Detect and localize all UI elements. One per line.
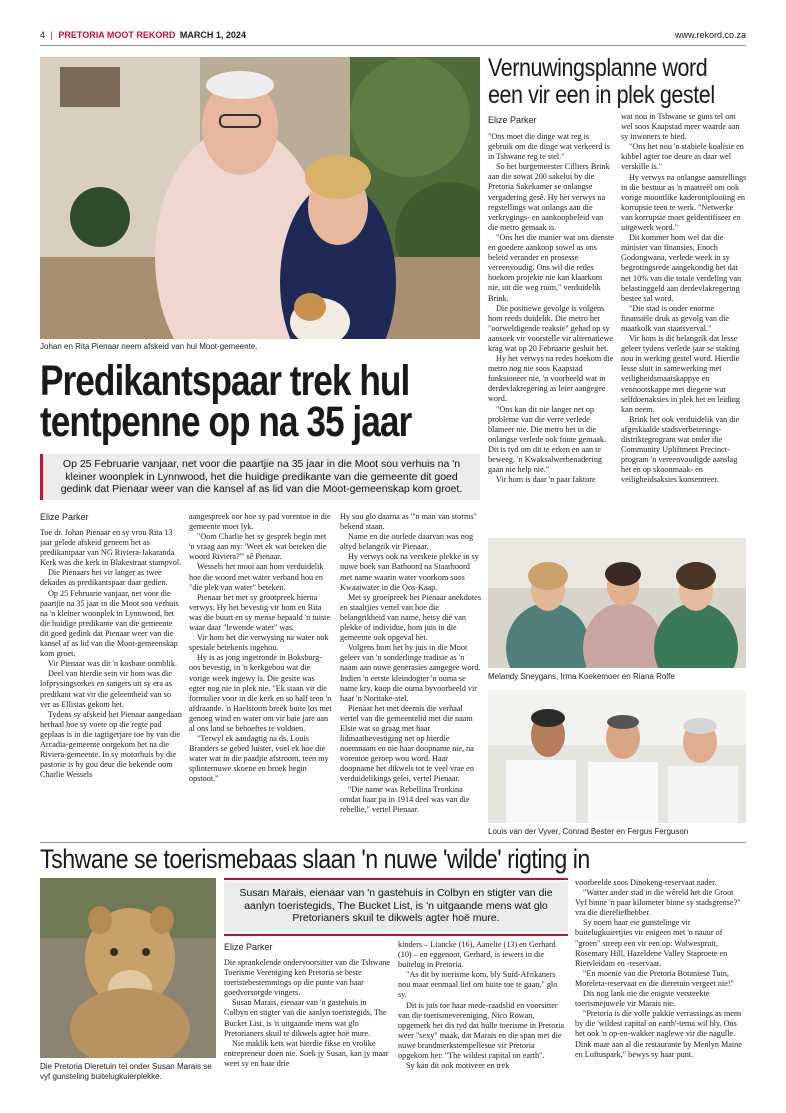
website-link[interactable]: www.rekord.co.za	[674, 30, 746, 40]
story3-top-rule	[40, 842, 746, 843]
body-paragraph: Dit kommer hom wel dat die minister van finansies, Enoch Godongwana, verlede week in sy begrotingsrede aangekondig het dat net 10% van die totale verdeling van belastinggeld aan derdevlakregering bestee sal word.	[621, 233, 742, 303]
story2-photo-2-caption: Louis van der Vyver, Conrad Bester en Fergus Ferguson	[488, 827, 689, 836]
body-paragraph: Hy is as jong ingetronde in Boksburg-oos bevestig, in 'n kerkgebou wat die vorige week ingewy is. Die gesite was egter nog nie in plek nie. "Ek staan vir die formulier voor in die kerk en so half teen 'n afdraande. 'n Haelstorm breek buite los met genoeg wind en water om vir baie jare aan al ons land se behoeftes te voldoen.	[189, 653, 332, 733]
body-paragraph: Hy verwys ook na verskeie plekke in sy nuwe boek van Bathoord na Staarhoord met name waarin water voorkom soos Kwaaiwater in die Oos-Kaap.	[340, 552, 479, 592]
body-paragraph: Wessels het mooi aan hom verduidelik hoe die woord met water verband hou en "die plek van water" beteken.	[189, 562, 324, 592]
header-separator: |	[50, 30, 53, 40]
story2-headline-line1: Vernuwingsplanne word	[488, 54, 708, 82]
body-paragraph: Deel van hierdie sein vir hom was die lofprysingsorkes en sangers uit sy era as predikant wat vir die geleentheid van so ver as Ellistas gekom het.	[40, 669, 172, 709]
story3-standfirst	[224, 882, 568, 932]
story1-photo-caption: Johan en Rita Pienaar neem afskeid van hul Moot-gemeente.	[40, 342, 258, 351]
body-paragraph: voorbeelde soos Dinokeng-reservaat nader.	[575, 878, 717, 887]
three-men-image	[488, 690, 746, 823]
story1-photo	[40, 57, 480, 339]
story1-headline-line1: Predikantspaar trek hul	[40, 357, 410, 405]
body-paragraph: Die sprankelende ondervoorsitter van die Tshwane Toerisme Vereniging ken Pretoria se beste toeristebestemmings op die punte van haar goedversorgde vingers.	[224, 958, 390, 998]
story3-byline: Elize Parker	[224, 942, 273, 952]
body-paragraph: Name en die oorlede daarvan was nog altyd belangrik vir Pienaar.	[340, 532, 474, 552]
publication-name: PRETORIA MOOT REKORD	[58, 30, 176, 40]
body-paragraph: Vir Pienaar was dit 'n kosbare oomblik.	[48, 659, 178, 669]
body-paragraph: "Die name was Rebellina Tronkina omdat haar pa in 1914 deel was van die rebellie," vertel Pienaar.	[340, 784, 470, 814]
body-paragraph: Hy sou glo daarna as "'n man van storms" bekend staan.	[340, 512, 477, 532]
body-paragraph: Toe dr. Johan Pienaar en sy vrou Rita 13 jaar gelede afskeid geneem het as predikantpaar van NG Riviera-Jakaranda Kerk was die kerk in Blakestraat stampvol.	[40, 528, 182, 568]
body-paragraph: Dit is juis toe haar mede-raadslid en voorsitter van die toerismevereniging, Nico Rowan, opgemerk het dis tyd dat hulle toerisme in Pretoria weer "sexy" maak, dat Marais en die span met die nuwe brandmerkstempellesue vir Pretoria opgekom het: "The wildest capital on earth".	[398, 1000, 564, 1061]
story2-byline: Elize Parker	[488, 115, 537, 125]
body-paragraph: "Die stad is onder enorme finansiële druk as gevolg van die maatkolk van staatsverval."	[621, 303, 729, 333]
body-paragraph: "Ons het nou 'n stabiele koalisie en kibbel agter toe deure as daar wel verskille is."	[621, 142, 744, 172]
pienaar-couple-image	[40, 57, 480, 339]
body-paragraph: Sy kan dit ook motiveer en trek	[406, 1061, 510, 1071]
body-paragraph: Sy noem haar eie gunstelinge vir buitelugkuiertjies vir enigeen met 'n nauur of "groen" streep een vir een op: Wolwespruit, Rosemary Hill, Hazeldene Valley Staproete en Rietvleidam en -reservaat.	[575, 918, 728, 968]
body-paragraph: Vir hom is daar 'n paar faktore	[496, 475, 596, 485]
body-paragraph: aangespreek oor hoe sy pad vorentoe in die gemeente moet lyk.	[189, 512, 331, 532]
story2-photo-1-caption: Melandy Sneygans, Irma Koekemoer en Riana Rolfe	[488, 672, 675, 681]
body-paragraph: Volgens hom het hy juis in die Moot geleer van 'n sonderlinge tradisie as 'n naam aan nuwe generasies aangegee word. Indien 'n eerste kleindogter 'n ouma se name kry, koop die ouma byvoorbeeld vir haar 'n Noritake-stel.	[340, 643, 481, 703]
body-paragraph: Op 25 Februarie vanjaar, net voor die paartjie na 35 jaar in die Moot sou verhuis na 'n kleiner woonplek in Lynnwood, het die huidige predikante van die gemeente dit goed gedink dat Pienaar weer van die kansel af as lid van die Moot-gemeenskap kom groet.	[40, 588, 179, 659]
story1-column-2	[189, 512, 333, 831]
story3-photo	[40, 878, 216, 1058]
story1-byline: Elize Parker	[40, 512, 89, 522]
body-paragraph: Brink het ook verduidelik van die afgeskaalde stadsverbeterings-distriktegrogram wat onder die Community Upliftment Precinct-program 'n vereenvoudigde aanslag het en op skoonmaak- en veiligheidsaksies konsentreer.	[621, 414, 740, 485]
body-paragraph: So het burgemeester Cilliers Brink aan die sowat 200 sakelui by die Pretoria Sakekamer se onlangse vergadering gesê. Hy het verwys na regstellings wat onlangs aan die verkrygings- en aankoopbeleid van die metro gemaak is.	[488, 162, 610, 232]
body-paragraph: "Ons moet die dinge wat reg is gebruik om die dinge wat verkeerd is in Tshwane reg te stel."	[488, 132, 610, 162]
body-paragraph: "As dit by toerisme kom, bly Suid-Afrikaners nou maar eenmaal lief om buite toe te gaan," glo sy.	[398, 970, 558, 1000]
body-paragraph: "Oom Charlie het sy gesprek begin met 'n vraag aan my: 'Weet ek wat beteken die woord Riviera?'" sê Pienaar.	[189, 532, 327, 562]
issue-date: MARCH 1, 2024	[179, 30, 246, 40]
story2-column-1	[488, 132, 614, 532]
story1-headline-line2: tentpenne op na 35 jaar	[40, 398, 412, 446]
story3-photo-caption: Die Pretoria Dieretuin tel onder Susan Marais se vyf gunsteling buitelugkuierplekke.	[40, 1062, 212, 1081]
story1-column-3	[340, 512, 482, 831]
story1-column-1	[40, 528, 182, 831]
story3-column-3	[575, 878, 747, 1083]
body-paragraph: "Terwyl ek aandagtig na ds. Louis Branders se gebed luister, voel ek hoe die water wat in die paadjie afstroom, teen my splinternuwe skoene en broek begin opstoot."	[189, 734, 329, 784]
body-paragraph: Met sy groeipreek het Pienaar anekdotes en staaltjies vertel van hoe die belangrikheid van name, hetsy dié van plekke of individue, hom juis in die gemeente ook opgeval het.	[340, 592, 481, 643]
story3-standfirst-rule	[224, 878, 568, 880]
header-left	[40, 30, 246, 40]
body-paragraph: Vir hom is dit belangrik dat lesse geleer tydens verlede jaar se staking nou in werking gestel word. Hierdie lesse sluit in samewerking met veiligheidsmaatskappye en vennootskappe met diegene wat selfdoenaksies in plek het en leiding kan neem.	[621, 334, 740, 414]
body-paragraph: Dis nog lank nie die enigste versteekte toerismejuwele vir Marais nie.	[575, 989, 710, 1009]
body-paragraph: Die positiewe gevolge is volgens hom reeds duidelik. Die metro het "oorweldigende reaksie" gehad op sy aansoek vir voorstelle vir alternatiewe krag wat op 20 Februarie gesluit het.	[488, 303, 614, 353]
body-paragraph: Die Pienaars het vir langer as twee dekades as predikantspaar daar gedien.	[40, 568, 168, 588]
story3-column-2	[398, 940, 566, 1083]
body-paragraph: Susan Marais, eienaar van 'n gastehuis in Colbyn en stigter van die aanlyn toeristegids, The Bucket List, is 'n uitgaande mens wat glo Pretorianers skuil te dikwels agter hoë mure.	[224, 998, 387, 1038]
story2-column-2	[621, 112, 747, 532]
body-paragraph: "Ons het die manier wat ons dienste en goedere aankoop sowel as ons beleid verander en prosesse vereenvoudig. Ons wil die redes hoekom projekte nie kan klaarkom nie, uit die weg ruim," verduidelik Brink.	[488, 232, 614, 303]
body-paragraph: wat nou in Tshwane se guns tel om wel soos Kaapstad meer waarde aan sy inwoners te bied.	[621, 112, 740, 142]
story2-headline-line2: een vir een in plek gestel	[488, 81, 715, 109]
body-paragraph: Tydens sy afskeid het Pienaar aangedaan herhaal hoe sy voete op die regte pad geplaas is in die tagtigerjare toe hy van die Arcadia-gemeente oorgekom het na die Riviera-gemeente. In sy motorhuis by die pastorie is hy gou deur die bekende oom Charlie Wessels	[40, 709, 182, 780]
story3-standfirst-text: Susan Marais, eienaar van 'n gastehuis in Colbyn en stigter van die aanlyn toeristegids, The Bucket List, is 'n uitgaande mens wat glo Pretorianers skuil te dikwels agter hoë mure.	[239, 887, 553, 924]
body-paragraph: kinders – Liancke (16), Aanelie (13) en Gerhard (10) – en eggenoot, Gerhard, is iewers in die buitelug in Pretoria.	[398, 940, 556, 970]
story3-headline: Tshwane se toerismebaas slaan 'n nuwe 'wilde' rigting in	[40, 844, 590, 874]
lioness-image	[40, 878, 216, 1058]
body-paragraph: Pienaar het met sy grootpreek hierna verwys. Hy het bevestig vir hom en Rita was die buurt en sy mense bepaald 'n tuiste waar daar "lewende water" was.	[189, 592, 331, 633]
story2-photo-1	[488, 538, 746, 668]
body-paragraph: Pienaar het met deernis die verhaal vertel van die gemeentelid met die naam Elsie wat so graag met haar lidmaatbevestiging net op hierdie noemnaam en nie haar doopname nie, na vorentoe geroep wou word. Haar doopname het dikwels tot te veel vrae en verduidelikings gelei, vertel Pienaar.	[340, 703, 474, 784]
body-paragraph: Hy het verwys na redes hoekom die metro nog nie soos Kaapstad funksioneer nie, 'n voorbeeld wat in derdevlakregering as leier aangegee word.	[488, 354, 614, 404]
body-paragraph: "Ons kan dit nie langer net op probleme van die verre verlede blameer nie. Die metro het in die onlangse verlede ook foute gemaak. Dit is tyd om dit te erken en aan te beweeg. 'n Kwaksalwerbenadering gaan nie help nie."	[488, 404, 606, 475]
page-header	[40, 30, 746, 44]
story3-standfirst-rule-bottom	[224, 934, 568, 936]
header-rule	[40, 45, 746, 46]
page-number: 4	[40, 30, 46, 40]
three-women-image	[488, 538, 746, 668]
story1-standfirst	[40, 454, 480, 500]
body-paragraph: Nie maklik kets wat hierdie fikse en vrolike entrepreneur doen nie. Soek jy Susan, kan jy maar weet sy en haar drie	[224, 1038, 389, 1068]
story3-column-1	[224, 958, 390, 1083]
body-paragraph: "Pretoria is die volle pakkie verrassings as mens by die 'wildest capital on earth'-tema wil bly. Ons het ook 'n op-en-wakker naglewe vir die nagulle. Dink maar aan al die restaurante by Menlyn Maine en Loftuspark," bewys sy haar punt.	[575, 1009, 742, 1059]
body-paragraph: "Watter ander stad in die wêreld het die Groot Vyf binne 'n paar kilometer binne sy stadsgrense?" vra die diereliefhebber.	[575, 888, 741, 918]
story2-photo-2	[488, 690, 746, 823]
story1-standfirst-text: Op 25 Februarie vanjaar, net voor die paartjie na 35 jaar in die Moot sou verhuis na 'n kleiner woonplek in Lynnwood, het die huidige predikante van die gemeente dit goed gedink dat Pienaar weer van die kansel af as lid van die Moot-gemeenskap kom groet.	[60, 458, 463, 495]
body-paragraph: Vir hom het die verwysing na water ook spesiale betekenis ingehou.	[189, 633, 329, 653]
body-paragraph: Hy verwys na onlangse aanstellings in die bestuur as 'n maatreël om ook vorige moontlike kaderontplooiing en korrupsie teen te werk. "Netwerke van korrupsie moet geïdentifiseer en uitgewerk word."	[621, 172, 747, 233]
body-paragraph: "En moenie van die Pretoria Botaniese Tuin, Moreleta-reservaat en die dieretuin vergeet nie!"	[575, 968, 734, 988]
